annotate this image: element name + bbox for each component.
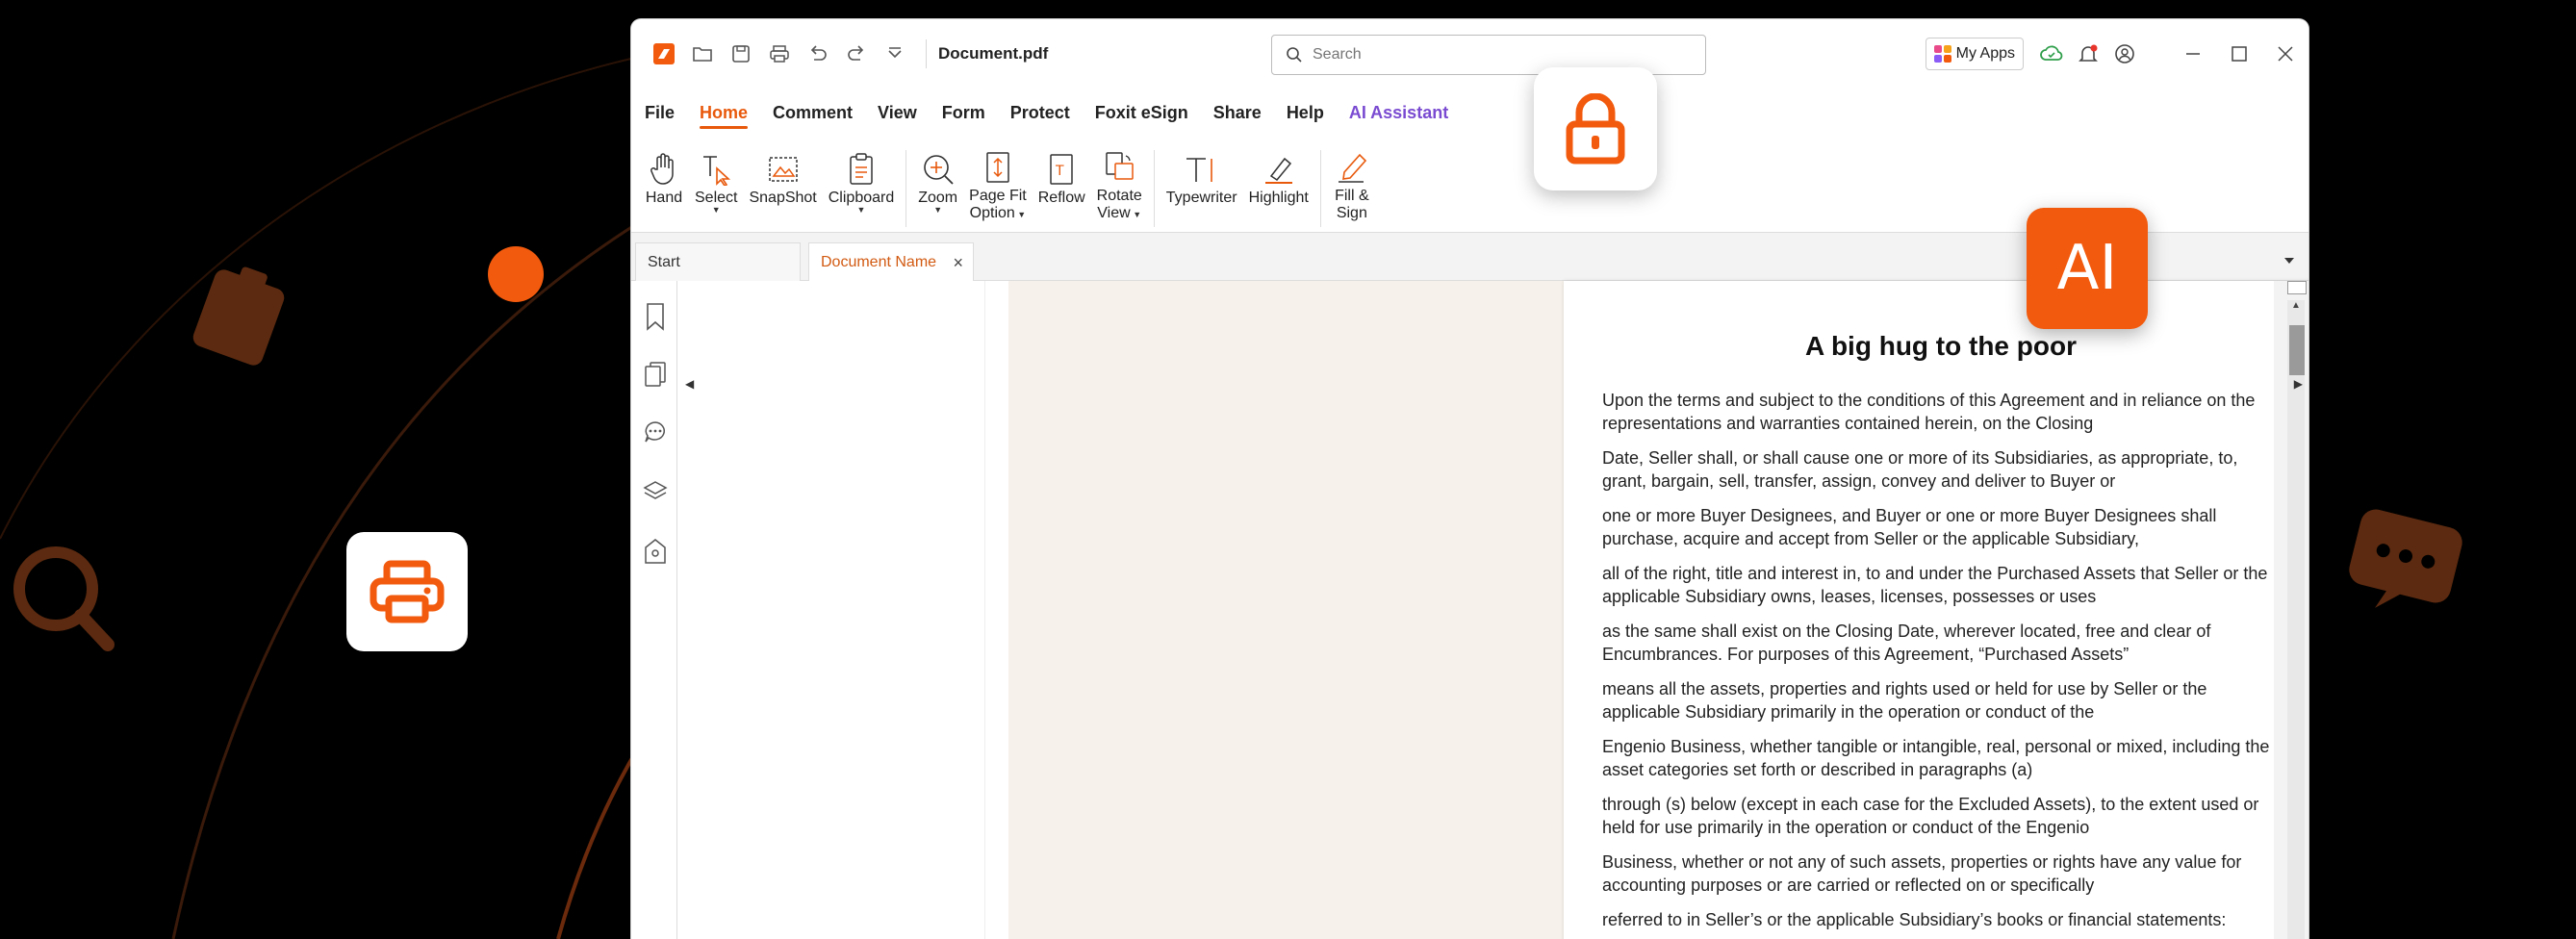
apps-grid-icon (1934, 45, 1951, 63)
menu-protect[interactable]: Protect (1009, 103, 1070, 122)
undo-icon[interactable] (799, 35, 837, 73)
foxit-logo-icon (645, 35, 683, 73)
foxit-pdf-window (631, 19, 2308, 939)
search-icon (19, 552, 108, 645)
select-dropdown-icon[interactable]: ▼ (711, 205, 721, 215)
reflow-button[interactable] (1038, 127, 1085, 206)
bookmark-icon[interactable] (643, 302, 668, 331)
page-fit-label-line2 (970, 206, 1027, 221)
close-icon[interactable] (2262, 31, 2308, 77)
navigation-sidebar (631, 281, 677, 939)
ribbon-divider (1154, 150, 1155, 227)
highlight-button[interactable] (1249, 127, 1309, 206)
fill-sign-label-line1: Fill & (1335, 188, 1369, 204)
hand-icon (645, 150, 683, 189)
reflow-label: Reflow (1037, 190, 1085, 206)
left-panel (677, 281, 985, 939)
ai-assistant-badge (2027, 208, 2148, 329)
redo-icon[interactable] (837, 35, 876, 73)
snapshot-icon (764, 150, 803, 189)
menu-share[interactable]: Share (1212, 103, 1262, 122)
expand-right-arrow-icon[interactable]: ▶ (2293, 377, 2303, 391)
my-apps-button[interactable] (1926, 38, 2024, 70)
open-folder-icon[interactable] (683, 35, 722, 73)
highlight-label: Highlight (1248, 190, 1309, 206)
typewriter-icon (1183, 150, 1221, 189)
paragraph: referred to in Seller’s or the applicable Subsidiary’s books or financial statements: (1602, 910, 2227, 929)
zoom-label: Zoom (918, 190, 958, 206)
clipboard-icon (842, 150, 880, 189)
page-fit-label-text: Option (969, 205, 1015, 221)
rotate-dropdown-icon[interactable]: ▼ (1130, 210, 1142, 219)
cloud-sync-icon[interactable] (2033, 36, 2070, 72)
rotate-label-line1: Rotate (1096, 188, 1142, 204)
orange-dot (488, 246, 544, 302)
paragraph: through (s) below (except in each case for the Excluded Assets), to the extent used or held for use primarily in the operation or conduct of the Engenio (1602, 795, 2259, 837)
printer-feature-icon (346, 532, 468, 651)
document-viewer (1008, 281, 2275, 939)
paragraph: one or more Buyer Designees, and Buyer or one or more Buyer Designees shall purchase, acquire and accept from Seller or the applicable Subsidiary, (1602, 506, 2217, 548)
select-label: Select (695, 190, 738, 206)
split-view-handle[interactable] (2287, 281, 2307, 294)
paragraph: Engenio Business, whether tangible or intangible, real, personal or mixed, including the asset categories set forth or described in paragraphs (a) (1602, 737, 2270, 779)
scrollbar-thumb[interactable] (2289, 325, 2305, 375)
menu-bar (631, 89, 2308, 127)
pdf-page (1564, 281, 2308, 939)
quick-access-toolbar (645, 35, 1048, 73)
collapse-left-arrow-icon[interactable]: ◀ (685, 377, 695, 391)
paragraph: means all the assets, properties and rights used or held for use by Seller or the applicable Subsidiary primarily in the operation or conduct of the (1602, 679, 2207, 722)
fill-and-sign-button[interactable] (1333, 127, 1371, 221)
maximize-icon[interactable] (2216, 31, 2262, 77)
paragraph: Business, whether or not any of such assets, properties or rights have any value for accounting purposes or are carried or reflected on or specifically (1602, 852, 2242, 895)
pages-thumbnail-icon[interactable] (643, 360, 668, 389)
tab-document-label: Document Name (821, 253, 937, 270)
viewer-margin-left (1008, 281, 1640, 939)
comments-icon[interactable] (643, 418, 668, 446)
zoom-dropdown-icon[interactable]: ▼ (933, 205, 943, 215)
tab-document-name[interactable] (808, 242, 974, 281)
menu-ai-assistant[interactable]: AI Assistant (1348, 103, 1449, 122)
layers-icon[interactable] (643, 477, 668, 506)
menu-foxit-esign[interactable]: Foxit eSign (1094, 103, 1188, 122)
typewriter-button[interactable] (1166, 127, 1237, 206)
my-apps-label: My Apps (1955, 45, 2015, 62)
scrollbar-track[interactable] (2287, 300, 2305, 939)
snapshot-label: SnapShot (749, 190, 817, 206)
ribbon-divider (1320, 150, 1321, 227)
chat-bubble-icon (2341, 506, 2465, 624)
tag-security-icon[interactable] (643, 537, 668, 566)
notification-bell-icon[interactable] (2070, 36, 2106, 72)
ai-badge-label: AI (2056, 233, 2118, 304)
snapshot-button[interactable] (749, 127, 816, 206)
account-icon[interactable] (2106, 36, 2143, 72)
titlebar-right-controls (1926, 19, 2308, 89)
minimize-icon[interactable] (2170, 31, 2216, 77)
rotate-label-line2 (1097, 206, 1141, 221)
tab-start-label: Start (648, 253, 680, 270)
paragraph: all of the right, title and interest in, to and under the Purchased Assets that Seller or the applicable Subsidiary owns, leases, licenses, possesses or uses (1602, 564, 2268, 606)
fill-sign-pen-icon (1333, 148, 1371, 187)
menu-form[interactable]: Form (941, 103, 985, 122)
toolbar-divider (926, 39, 927, 68)
paragraph: Upon the terms and subject to the conditions of this Agreement and in reliance on the representations and warranties contained herein, on the Closing (1602, 391, 2256, 433)
tab-list-dropdown-icon[interactable] (2283, 252, 2295, 269)
close-tab-icon[interactable]: × (953, 253, 963, 272)
menu-view[interactable]: View (878, 103, 917, 122)
select-tool-button[interactable] (695, 127, 737, 215)
clipboard-label: Clipboard (828, 190, 895, 206)
title-bar (631, 19, 2308, 89)
vertical-scrollbar[interactable] (2274, 281, 2308, 939)
scroll-up-arrow-icon[interactable]: ▲ (2291, 300, 2301, 311)
menu-home[interactable]: Home (700, 103, 748, 127)
paragraph: as the same shall exist on the Closing Date, wherever located, free and clear of Encumbrances. For purposes of this Agreement, “Purchased Assets” (1602, 622, 2211, 664)
document-title: Document.pdf (938, 44, 1049, 63)
search-icon (1286, 46, 1303, 63)
reflow-icon (1042, 150, 1081, 189)
clipboard-button[interactable] (829, 127, 894, 215)
clipboard-dropdown-icon[interactable]: ▼ (856, 205, 866, 215)
save-icon[interactable] (722, 35, 760, 73)
document-heading: A big hug to the poor (1804, 331, 2077, 361)
lock-feature-icon (1534, 67, 1657, 190)
paragraph: Date, Seller shall, or shall cause one or more of its Subsidiaries, as appropriate, to, grant, bargain, sell, transfer, assign, convey and deliver to Buyer or (1602, 448, 2238, 491)
page-fit-option-button[interactable] (969, 127, 1027, 221)
zoom-button[interactable] (918, 127, 957, 215)
print-icon[interactable] (760, 35, 799, 73)
select-text-icon (697, 150, 735, 189)
fill-sign-label-line2: Sign (1336, 205, 1367, 221)
menu-file[interactable]: File (645, 103, 676, 122)
zoom-icon (919, 150, 957, 189)
page-fit-icon (979, 148, 1017, 187)
rotate-view-button[interactable] (1097, 127, 1142, 221)
menu-comment[interactable]: Comment (773, 103, 854, 122)
customize-dropdown-icon[interactable] (876, 35, 914, 73)
page-fit-dropdown-icon[interactable]: ▼ (1014, 210, 1027, 219)
menu-help[interactable]: Help (1286, 103, 1324, 122)
tab-start[interactable] (635, 242, 801, 281)
hand-tool-button[interactable] (645, 127, 683, 206)
ribbon-divider (905, 150, 906, 227)
svg-text:T: T (1056, 164, 1064, 179)
typewriter-label: Typewriter (1165, 190, 1237, 206)
hand-label: Hand (645, 190, 683, 206)
rotate-label-text: View (1097, 205, 1131, 221)
rotate-view-icon (1100, 148, 1138, 187)
highlighter-icon (1260, 150, 1298, 189)
search-input[interactable] (1313, 46, 1678, 63)
page-fit-label-line1: Page Fit (969, 188, 1027, 204)
